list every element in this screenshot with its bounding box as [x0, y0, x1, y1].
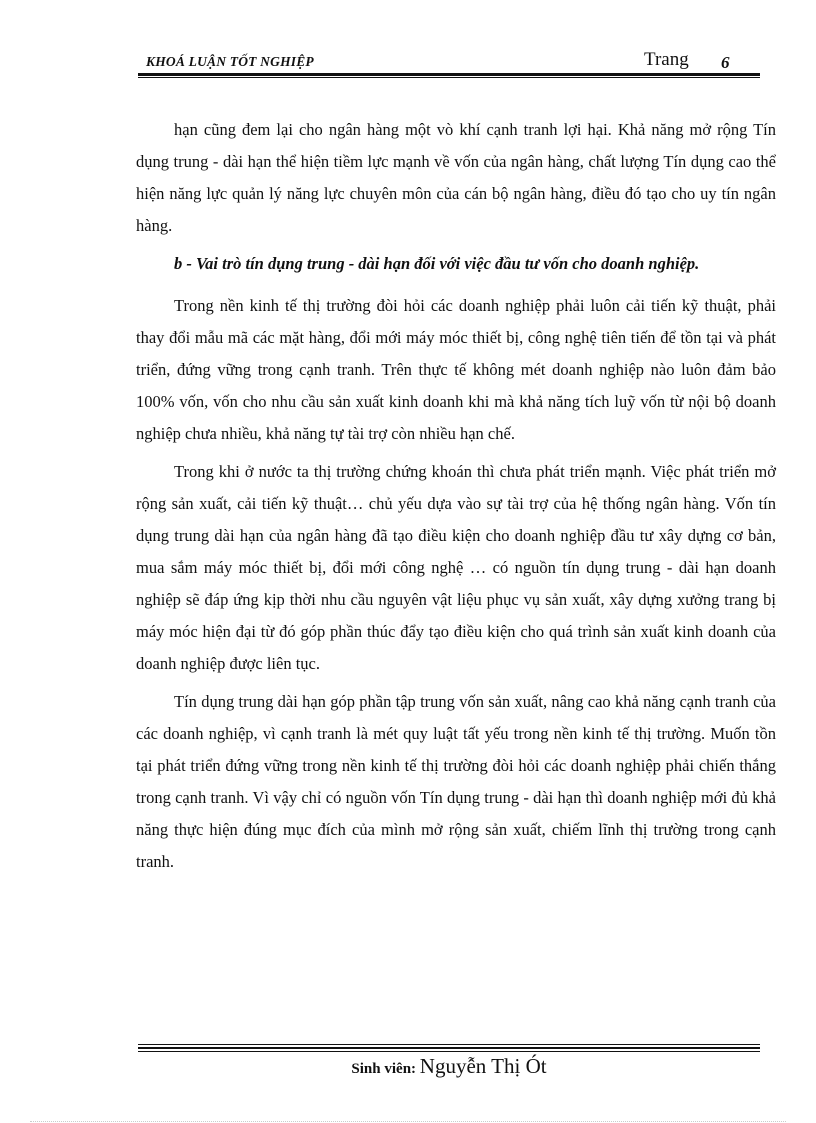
student-label: Sinh viên: [351, 1061, 412, 1077]
document-body: [136, 114, 776, 884]
header-title: KHOÁ LUẬN TỐT NGHIỆP: [146, 54, 314, 69]
label-colon: :: [411, 1061, 420, 1077]
page-header: [138, 46, 760, 76]
page-number: 6: [721, 53, 730, 72]
page-footer: [138, 1044, 760, 1084]
paragraph: Trong khi ở nước ta thị trường chứng khoán thì chưa phát triển mạnh. Việc phát triển mở rộng sản xuất, cải tiến kỹ thuật… chủ yếu dựa vào sự tài trợ của hệ thống ngân hàng. Vốn tín dụng trung dài hạn của ngân hàng đã tạo điều kiện cho doanh nghiệp đầu tư xây dựng cơ bản, mua sắm máy móc thiết bị, đổi mới công nghệ … có nguồn tín dụng trung - dài hạn doanh nghiệp sẽ đáp ứng kịp thời nhu cầu nguyên vật liệu phục vụ sản xuất, xây dựng xưởng trang bị máy móc hiện đại từ đó góp phần thúc đẩy tạo điều kiện cho quá trình sản xuất kinh doanh của doanh nghiệp được liên tục.: [136, 462, 776, 673]
footer-author: [138, 1054, 760, 1079]
student-name: Nguyễn Thị Ót: [419, 1054, 547, 1078]
paragraph: Tín dụng trung dài hạn góp phần tập trung vốn sản xuất, nâng cao khả năng cạnh tranh của các doanh nghiệp, vì cạnh tranh là mét quy luật tất yếu trong nền kinh tế thị trường. Muốn tồn tại phát triển đứng vững trong nền kinh tế thị trường đòi hỏi các doanh nghiệp phải chiến thắng trong cạnh tranh. Vì vậy chỉ có nguồn vốn Tín dụng trung - dài hạn thì doanh nghiệp mới đủ khả năng thực hiện đúng mục đích của mình mở rộng sản xuất, chiếm lĩnh thị trường trong cạnh tranh.: [136, 692, 776, 871]
footer-rule-thin: [138, 1051, 760, 1052]
page-label: Trang: [644, 49, 689, 70]
footer-rule: [138, 1044, 760, 1045]
header-rule-thin: [138, 77, 760, 78]
page-edge: [30, 1121, 786, 1122]
paragraph: Trong nền kinh tế thị trường đòi hỏi các doanh nghiệp phải luôn cải tiến kỹ thuật, phải thay đổi mẫu mã các mặt hàng, đổi mới máy móc thiết bị, công nghệ tiên tiến để tồn tại và phát triển, đứng vững trong cạnh tranh. Trên thực tế không mét doanh nghiệp nào luôn đảm bảo 100% vốn, vốn cho nhu cầu sản xuất kinh doanh khi mà khả năng tích luỹ vốn từ nội bộ doanh nghiệp chưa nhiều, khả năng tự tài trợ còn nhiều hạn chế.: [136, 296, 776, 443]
paragraph: hạn cũng đem lại cho ngân hàng một vò khí cạnh tranh lợi hại. Khả năng mở rộng Tín dụng trung - dài hạn thể hiện tiềm lực mạnh về vốn của ngân hàng, chất lượng Tín dụng cao thể hiện năng lực quản lý năng lực chuyên môn của cán bộ ngân hàng, điều đó tạo cho uy tín ngân hàng.: [136, 120, 776, 235]
section-heading: b - Vai trò tín dụng trung - dài hạn đối với việc đầu tư vốn cho doanh nghiệp.: [174, 254, 700, 273]
header-rule: [138, 73, 760, 76]
footer-rule-thick: [138, 1047, 760, 1049]
